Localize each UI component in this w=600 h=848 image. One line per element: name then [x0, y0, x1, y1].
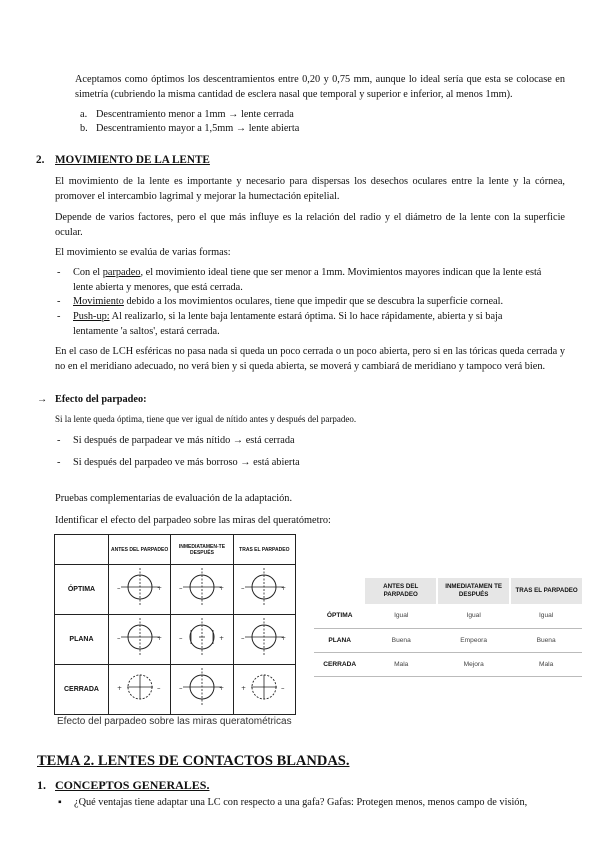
keratometer-table — [54, 534, 296, 715]
dash-marker: - — [57, 267, 61, 278]
mire-cell — [171, 665, 233, 715]
svg-text:+: + — [281, 585, 287, 592]
corner-cell — [314, 578, 365, 604]
mire-cell — [233, 665, 295, 715]
svg-text:–: – — [156, 684, 161, 692]
row-label: ÓPTIMA — [314, 604, 365, 628]
column-header: INMEDIATAMEN-TE DESPUÉS — [171, 535, 233, 565]
mire-cell — [171, 615, 233, 665]
bullet-text: Con el — [73, 267, 103, 278]
row-label: PLANA — [55, 615, 109, 665]
column-header: TRAS EL PARPADEO — [510, 578, 582, 604]
svg-text:+: + — [218, 585, 224, 592]
table-cell: Buena — [510, 628, 582, 652]
list-marker: b. — [80, 123, 88, 134]
svg-text:–: – — [241, 584, 245, 592]
table-cell: Mala — [510, 652, 582, 676]
column-header: TRAS EL PARPADEO — [233, 535, 295, 565]
intro-paragraph: Aceptamos como óptimos los descentramientos entre 0,20 y 0,75 mm, aunque lo ideal sería que esta se colocase en simetría (cubriendo la misma cantidad de esclera nasal que temporal y superior e inferior, al menos 1mm). — [75, 74, 565, 100]
table-cell: Igual — [437, 604, 510, 628]
section-number: 1. — [37, 778, 46, 792]
mire-cerrada-tras-icon — [239, 665, 289, 709]
svg-text:–: – — [241, 634, 245, 642]
mire-cell — [233, 615, 295, 665]
mire-plana-before-icon — [115, 615, 165, 659]
svg-text:+: + — [218, 685, 224, 692]
bullet-term: parpadeo — [102, 267, 141, 278]
svg-text:–: – — [281, 684, 285, 692]
svg-text:+: + — [241, 685, 247, 692]
list-item: Si después de parpadear ve más nítido → está cerrada — [73, 435, 295, 446]
bullet-text: Al realizarlo, si la lente baja lentamente estará óptima. Si lo hace rápidamente, abierta y si baja lentamente 'a saltos', estará cerrada. — [73, 311, 503, 337]
svg-text:–: – — [178, 584, 183, 592]
mire-plana-after-icon — [177, 615, 227, 659]
bullet-text: debido a los movimientos oculares, tiene que impedir que se descubra la superficie corneal. — [123, 296, 504, 307]
svg-text:+: + — [156, 585, 162, 592]
arrow-icon: → — [37, 394, 48, 405]
bullet-text: , el movimiento ideal tiene que ser menor a 1mm. Movimientos mayores indican que la lente está lente abierta y menores, que está cerrada. — [73, 267, 542, 293]
section-number: 2. — [36, 154, 45, 166]
mire-cell — [171, 565, 233, 615]
svg-text:+: + — [281, 635, 287, 642]
paragraph: El movimiento se evalúa de varias formas: — [55, 247, 231, 258]
section-title: CONCEPTOS GENERALES. — [55, 778, 210, 792]
table-cell: Mejora — [437, 652, 510, 676]
list-item — [73, 265, 563, 295]
mire-optima-tras-icon — [239, 565, 289, 609]
paragraph: El movimiento de la lente es importante y necesario para dispersas los desechos oculares entre la lente y la córnea, promover el intercambio lagrimal y mejorar la humectación epitelial. — [55, 176, 565, 202]
svg-text:–: – — [116, 584, 121, 592]
mire-cerrada-after-icon — [177, 665, 227, 709]
table-cell: Empeora — [437, 628, 510, 652]
mire-cell — [233, 565, 295, 615]
dash-marker: - — [57, 311, 61, 322]
svg-text:+: + — [218, 635, 224, 642]
chapter-title: TEMA 2. LENTES DE CONTACTOS BLANDAS. — [37, 753, 350, 769]
list-item — [73, 309, 548, 339]
bullet-term: Push-up: — [73, 311, 110, 322]
svg-text:–: – — [116, 634, 121, 642]
mire-plana-tras-icon — [239, 615, 289, 659]
bullet-term: Movimiento — [73, 296, 124, 307]
svg-text:–: – — [178, 634, 183, 642]
row-label: ÓPTIMA — [55, 565, 109, 615]
column-header: ANTES DEL PARPADEO — [108, 535, 170, 565]
section-title: MOVIMIENTO DE LA LENTE — [55, 154, 210, 166]
row-label: CERRADA — [55, 665, 109, 715]
svg-text:–: – — [178, 684, 183, 692]
summary-table — [314, 578, 582, 677]
row-label: PLANA — [314, 628, 365, 652]
list-item: Si después del parpadeo ve más borroso → está abierta — [73, 457, 300, 468]
summary-figure — [314, 578, 582, 677]
paragraph: Si la lente queda óptima, tiene que ver igual de nítido antes y después del parpadeo. — [55, 414, 357, 424]
list-item — [80, 107, 87, 122]
svg-text:+: + — [116, 685, 122, 692]
table-cell: Buena — [365, 628, 437, 652]
mire-cell — [108, 615, 170, 665]
subsection-title: Efecto del parpadeo: — [55, 394, 147, 405]
table-cell: Igual — [510, 604, 582, 628]
mire-cerrada-before-icon — [115, 665, 165, 709]
dash-marker: - — [57, 296, 61, 307]
paragraph: En el caso de LCH esféricas no pasa nada si queda un poco cerrada o un poco abierta, pero si en las tóricas queda cerrada y no en el meridiano adecuado, no verá bien y si queda abierta, se moverá y cambiará de meridiano y tampoco verá bien. — [55, 346, 565, 372]
row-label: CERRADA — [314, 652, 365, 676]
paragraph: Identificar el efecto del parpadeo sobre las miras del queratómetro: — [55, 515, 331, 526]
column-header: ANTES DEL PARPADEO — [365, 578, 437, 604]
dash-marker: - — [57, 457, 61, 468]
dash-marker: - — [57, 435, 61, 446]
list-item-text: Descentramiento mayor a 1,5mm → lente abierta — [96, 123, 300, 134]
list-item — [73, 294, 563, 309]
column-header: INMEDIATAMEN TE DESPUÉS — [437, 578, 510, 604]
corner-cell — [55, 535, 109, 565]
bullet-square-icon: ▪ — [58, 797, 62, 808]
paragraph: Pruebas complementarias de evaluación de la adaptación. — [55, 493, 293, 504]
list-item: ¿Qué ventajas tiene adaptar una LC con respecto a una gafa? Gafas: Protegen menos, menos campo de visión, — [74, 797, 528, 808]
figure-caption: Efecto del parpadeo sobre las miras queratométricas — [57, 716, 292, 727]
paragraph: Depende de varios factores, pero el que más influye es la relación del radio y el diámetro de la lente con la superficie ocular. — [55, 212, 565, 238]
mire-cell — [108, 565, 170, 615]
mire-optima-after-icon — [177, 565, 227, 609]
svg-text:+: + — [156, 635, 162, 642]
list-item — [80, 121, 88, 136]
mire-optima-before-icon — [115, 565, 165, 609]
list-marker: a. — [80, 109, 88, 120]
table-cell: Igual — [365, 604, 437, 628]
keratometer-figure — [54, 534, 296, 715]
list-item-text: Descentramiento menor a 1mm → lente cerrada — [96, 109, 294, 120]
table-cell: Mala — [365, 652, 437, 676]
mire-cell — [108, 665, 170, 715]
